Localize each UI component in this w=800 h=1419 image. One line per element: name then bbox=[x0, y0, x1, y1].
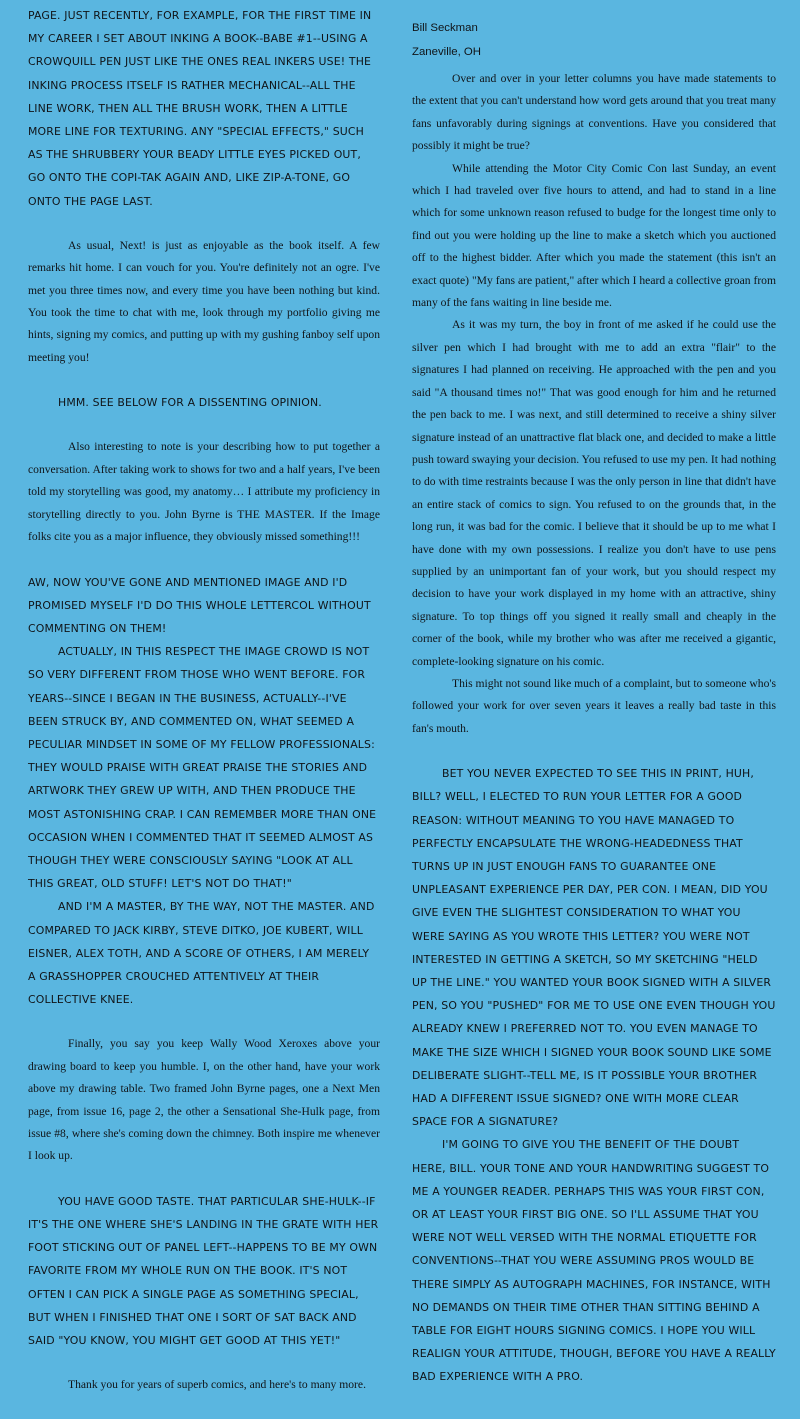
signature-location: Zaneville, OH bbox=[412, 46, 482, 58]
right-column bbox=[412, 4, 776, 1411]
signature-name: Bill Seckman bbox=[412, 22, 478, 34]
letter-paragraph-xeroxes: Finally, you say you keep Wally Wood Xeroxes above your drawing board to keep you humble. I, on the other hand, have your work above my drawing table. Two framed John Byrne pages, one a Next Men page, from issue 16, page 2, the other a Sensational She-Hulk page, from issue #8, where she's coming down the chimney. Both inspire me whenever I look up. bbox=[28, 1037, 380, 1163]
letter-paragraph-closing: Thank you for years of superb comics, and here's to many more. bbox=[68, 1378, 366, 1392]
reply-paragraph-dissent: HMM. SEE BELOW FOR A DISSENTING OPINION. bbox=[58, 396, 322, 410]
letter-paragraph-comic-con: While attending the Motor City Comic Con last Sunday, an event which I had traveled over five hours to attend, and had to stand in a line which for some unknown reason refused to budge for the longest time only to find out you were holding up the line to make a sketch which you auctioned off to the highest bidder. After which you made the statement (this isn't an exact quote) "My fans are patient," after which I heard a collective groan from many of the fans waiting in line beside me. bbox=[412, 161, 776, 310]
letter-paragraph-opening: Over and over in your letter columns you have made statements to the extent that you can't understand how word gets around that you treat many fans unfavorably during signings at conventions. Have you considered that possibly it might be true? bbox=[412, 72, 776, 153]
letter-paragraph-complaint: This might not sound like much of a complaint, but to someone who's followed your work for over seven years it leaves a really bad taste in this fan's mouth. bbox=[412, 676, 776, 735]
reply-paragraph-mindset: ACTUALLY, IN THIS RESPECT THE IMAGE CROWD IS NOT SO VERY DIFFERENT FROM THOSE WHO WENT BEFORE. FOR YEARS--SINCE I BEGAN IN THE BUSINESS, ACTUALLY--I'VE BEEN STRUCK BY, AND COMMENTED ON, WHAT SEEMED A PECULIAR MINDSET IN SOME OF MY FELLOW PROFESSIONALS: THEY WOULD PRAISE WITH GREAT PRAISE THE STORIES AND ARTWORK THEY GREW UP WITH, AND THEN PRODUCE THE MOST ASTONISHING CRAP. I CAN REMEMBER MORE THAN ONE OCCASION WHEN I COMMENTED THAT IT SEEMED ALMOST AS THOUGH THEY WERE CONSCIOUSLY SAYING "LOOK AT ALL THIS GREAT, OLD STUFF! LET'S NOT DO THAT!" bbox=[28, 645, 377, 891]
letter-paragraph-silver-pen: As it was my turn, the boy in front of me asked if he could use the silver pen which I had brought with me to add an extra "flair" to the signatures I had planned on receiving. He approached with the pen and you said "A thousand times no!" That was good enough for him and he returned the pen back to me. I was next, and still determined to receive a shiny silver signature instead of an unattractive flat black one, and decided to make a little push toward swaying your decision. You refused to use my pen. It had nothing to do with time restraints because I was the only person in line that didn't have an entire stack of comics to sign. You refused to on the grounds that, in the long run, it was bad for the comic. I believe that it should be up to me what I have done with my own possessions. I realize you don't have to use pens supplied by an unimportant fan of your work, but you should respect my decision to have your work displayed in my home with an attractive, shiny signature. To top things off you signed it really small and cheaply in the corner of the book, while my brother who was after me received a gigantic, complete-looking signature on his comic. bbox=[412, 318, 776, 668]
letter-paragraph-next: As usual, Next! is just as enjoyable as the book itself. A few remarks hit home. I can vouch for you. You're definitely not an ogre. I've met you three times now, and every time you have been nothing but kind. You took the time to chat with me, look through my portfolio giving me hints, signing my comics, and putting up with my gushing fanboy self upon meeting you! bbox=[28, 238, 380, 364]
letter-paragraph-conversation: Also interesting to note is your describing how to put together a conversation. After taking work to shows for two and a half years, I've been told my storytelling was good, my anatomy… I attribute my proficiency in storytelling directly to you. John Byrne is THE MASTER. If the Image folks cite you as a major influence, they obviously missed something!!! bbox=[28, 440, 380, 544]
reply-paragraph-image: AW, NOW YOU'VE GONE AND MENTIONED IMAGE AND I'D PROMISED MYSELF I'D DO THIS WHOLE LETTERCOL WITHOUT COMMENTING ON THEM! bbox=[28, 575, 371, 635]
reply-paragraph-bet: BET YOU NEVER EXPECTED TO SEE THIS IN PRINT, HUH, BILL? WELL, I ELECTED TO RUN YOUR LETTER FOR A GOOD REASON: WITHOUT MEANING TO YOU HAVE MANAGED TO PERFECTLY ENCAPSULATE THE WRONG-HEADEDNESS THAT TURNS UP IN JUST ENOUGH FANS TO GUARANTEE ONE UNPLEASANT EXPERIENCE PER DAY, PER CON. I MEAN, DID YOU GIVE EVEN THE SLIGHTEST CONSIDERATION TO WHAT YOU WERE SAYING AS YOU WROTE THIS LETTER? YOU WERE NOT INTERESTED IN GETTING A SKETCH, SO MY SKETCHING "HELD UP THE LINE." YOU WANTED YOUR BOOK SIGNED WITH A SILVER PEN, SO YOU "PUSHED" FOR ME TO USE ONE EVEN THOUGH YOU ALREADY KNEW I PREFERRED NOT TO. YOU EVEN MANAGE TO MAKE THE SIZE WHICH I SIGNED YOUR BOOK SOUND LIKE SOME DELIBERATE SLIGHT--TELL ME, IS IT POSSIBLE YOUR BROTHER HAD A DIFFERENT ISSUE SIGNED? ONE WITH MORE CLEAR SPACE FOR A SIGNATURE? bbox=[412, 767, 776, 1129]
reply-paragraph-master: AND I'M A MASTER, BY THE WAY, NOT THE MASTER. AND COMPARED TO JACK KIRBY, STEVE DITKO, JOE KUBERT, WILL EISNER, ALEX TOTH, AND A SCORE OF OTHERS, I AM MERELY A GRASSHOPPER CROUCHED ATTENTIVELY AT THEIR COLLECTIVE KNEE. bbox=[28, 900, 375, 1007]
left-column bbox=[28, 4, 380, 1419]
reply-paragraph-benefit: I'M GOING TO GIVE YOU THE BENEFIT OF THE DOUBT HERE, BILL. YOUR TONE AND YOUR HANDWRITING SUGGEST TO ME A YOUNGER READER. PERHAPS THIS WAS YOUR FIRST CON, OR AT LEAST YOUR FIRST BIG ONE. SO I'LL ASSUME THAT YOU WERE NOT WELL VERSED WITH THE NORMAL ETIQUETTE FOR CONVENTIONS--THAT YOU WERE ASSUMING PROS WOULD BE THERE SIMPLY AS AUTOGRAPH MACHINES, FOR INSTANCE, WITH NO DEMANDS ON THEIR TIME OTHER THAN SITTING BEHIND A TABLE FOR EIGHT HOURS SIGNING COMICS. I HOPE YOU WILL REALIGN YOUR ATTITUDE, THOUGH, BEFORE YOU HAVE A REALLY BAD EXPERIENCE WITH A PRO. bbox=[412, 1138, 776, 1384]
reply-paragraph-inking: PAGE. JUST RECENTLY, FOR EXAMPLE, FOR THE FIRST TIME IN MY CAREER I SET ABOUT INKING A BOOK--BABE #1--USING A CROWQUILL PEN JUST LIKE THE ONES REAL INKERS USE! THE INKING PROCESS ITSELF IS RATHER MECHANICAL--ALL THE LINE WORK, THEN ALL THE BRUSH WORK, THEN A LITTLE MORE LINE FOR TEXTURING. ANY "SPECIAL EFFECTS," SUCH AS THE SHRUBBERY YOUR BEADY LITTLE EYES PICKED OUT, GO ONTO THE COPI-TAK AGAIN AND, LIKE ZIP-A-TONE, GO ONTO THE PAGE LAST. bbox=[28, 9, 372, 208]
letter-signature bbox=[412, 16, 776, 64]
reply-paragraph-she-hulk: YOU HAVE GOOD TASTE. THAT PARTICULAR SHE-HULK--IF IT'S THE ONE WHERE SHE'S LANDING IN THE GRATE WITH HER FOOT STICKING OUT OF PANEL LEFT--HAPPENS TO BE MY OWN FAVORITE FROM MY WHOLE RUN ON THE BOOK. IT'S NOT OFTEN I CAN PICK A SINGLE PAGE AS SOMETHING SPECIAL, BUT WHEN I FINISHED THAT ONE I SORT OF SAT BACK AND SAID "YOU KNOW, YOU MIGHT GET GOOD AT THIS YET!" bbox=[28, 1194, 379, 1348]
